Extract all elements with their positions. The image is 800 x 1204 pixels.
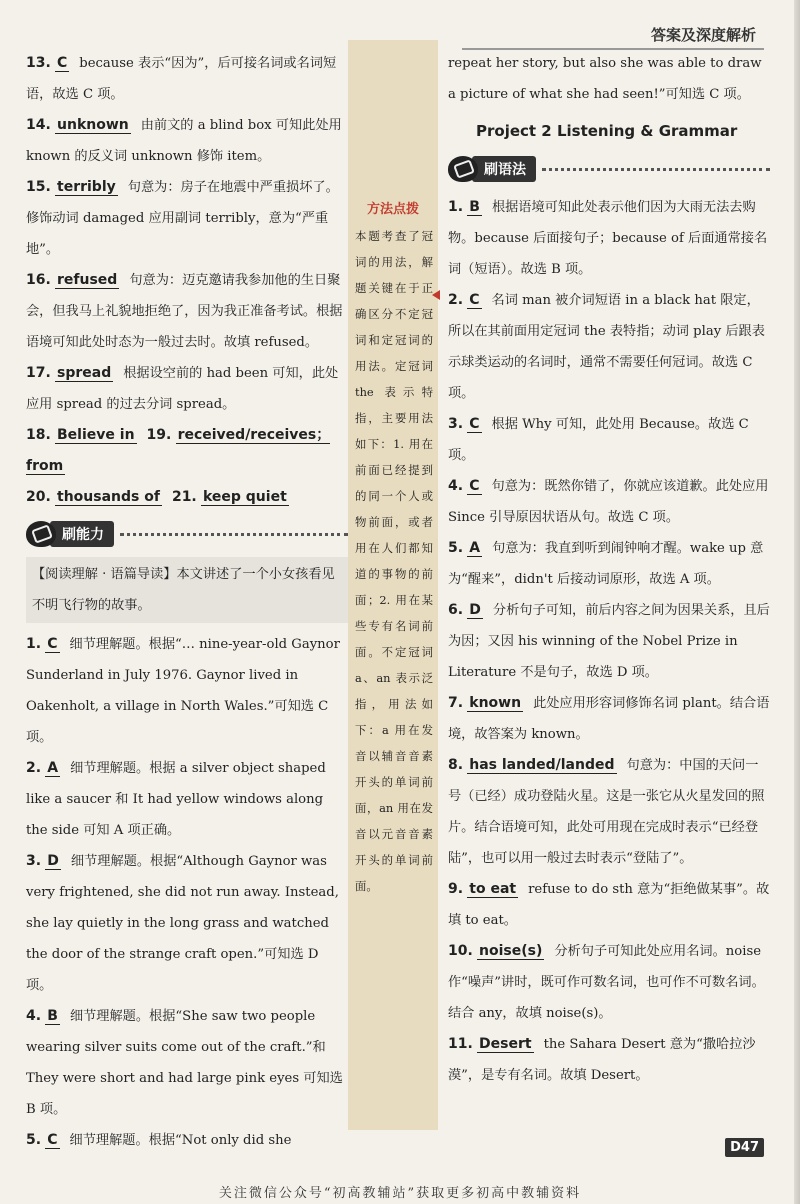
answer-item — [448, 285, 770, 409]
reading-intro — [26, 557, 348, 623]
answer-explanation: 细节理解题。根据“She saw two people wearing silver suits come out of the craft.”和 They were short and had large pink eyes 可知选 B 项。 — [26, 1009, 343, 1117]
page-header: 答案及深度解析 — [650, 26, 756, 44]
answer-key: refused — [57, 272, 118, 288]
answer-explanation: 句意为：中国的天问一号（已经）成功登陆火星。这是一张它从火星发回的照片。结合语境可知，此处可用现在完成时表示“已经登陆”，也可以用一般过去时表示“登陆了”。 — [448, 758, 765, 866]
answer-key: C — [47, 1132, 58, 1148]
brush-icon — [448, 156, 478, 182]
page-edge — [794, 0, 800, 1204]
tip-title: 方法点拨 — [366, 202, 419, 217]
answer-number: 18. — [26, 427, 51, 443]
answer-explanation: 句意为：房子在地震中严重损坏了。修饰动词 damaged 应用副词 terribly，意为“严重地”。 — [26, 180, 339, 257]
answer-number: 15. — [26, 179, 51, 195]
answer-explanation: refuse to do sth 意为“拒绝做某事”。故填 to eat。 — [448, 882, 770, 928]
answer-number: 4. — [448, 478, 464, 494]
tip-pointer-icon — [432, 290, 440, 300]
answer-key: B — [469, 199, 480, 215]
answer-key: thousands of — [57, 489, 160, 505]
answer-key: spread — [57, 365, 112, 381]
answer-number: 5. — [26, 1132, 42, 1148]
answer-explanation: 由前文的 a blind box 可知此处用 known 的反义词 unknown 修饰 item。 — [26, 118, 342, 164]
answer-number: 19. — [146, 427, 172, 443]
grammar-answers — [448, 192, 770, 1091]
answer-item — [448, 688, 770, 750]
answer-number: 6. — [448, 602, 464, 618]
answer-number: 14. — [26, 117, 51, 133]
answer-number: 1. — [26, 636, 42, 652]
answer-key: D — [47, 853, 59, 869]
ability-section-banner — [26, 517, 348, 551]
reading-answers — [26, 629, 348, 1156]
right-column — [448, 48, 770, 1091]
answer-explanation: 根据语境可知此处表示他们因为大雨无法去购物。because 后面接句子；because of 后面通常接名词（短语）。故选 B 项。 — [448, 200, 768, 277]
phrase-answers — [26, 420, 348, 513]
answer-explanation: 句意为：既然你错了，你就应该道歉。此处应用 Since 引导原因状语从句。故选 C 项。 — [448, 479, 769, 525]
answer-number: 21. — [171, 489, 197, 505]
answer-number: 2. — [448, 292, 464, 308]
answer-number: 3. — [26, 853, 42, 869]
answer-key: keep quiet — [202, 489, 287, 505]
answer-explanation: 细节理解题。根据“Not only did she — [69, 1133, 292, 1148]
answer-item — [448, 533, 770, 595]
answer-item — [448, 750, 770, 874]
answer-key: A — [469, 540, 481, 556]
answer-pair-row — [26, 482, 348, 513]
tip-body: 本题考查了冠词的用法，解题关键在于正确区分不定冠词和定冠词的用法。定冠词 the 表示特指，主要用法如下：1. 用在前面已经提到的同一个人或物前面，或者用在人们都知道的事物的前面；2. 用在某些专有名词前面。不定冠词 a、an 表示泛指，用法如下：a 用在发音以辅音音素开头的单词前面，an 用在发音以元音音素开头的单词前面。 — [355, 229, 433, 893]
answer-number: 4. — [26, 1008, 42, 1024]
answer-number: 1. — [448, 199, 464, 215]
answer-item — [26, 1001, 348, 1125]
left-column — [26, 48, 348, 1156]
reading-answer-continuation: repeat her story, but also she was able to draw a picture of what she had seen!”可知选 C 项。 — [448, 56, 762, 102]
answer-explanation: 细节理解题。根据“Although Gaynor was very frightened, she did not run away. Instead, she lay quietly in the long grass and watched the door of the strange craft open.”可知选 D 项。 — [26, 854, 339, 993]
answer-key: Desert — [479, 1036, 532, 1052]
answer-key: Believe in — [57, 427, 135, 443]
answer-item — [26, 753, 348, 846]
answer-number: 3. — [448, 416, 464, 432]
answer-explanation: 根据设空前的 had been 可知，此处应用 spread 的过去分词 spread。 — [26, 366, 339, 412]
answer-key: known — [469, 695, 522, 711]
answer-key: to eat — [469, 881, 517, 897]
answer-explanation: 细节理解题。根据 a silver object shaped like a saucer 和 It had yellow windows along the side 可知 A 项正确。 — [26, 761, 326, 838]
answer-explanation: 名词 man 被介词短语 in a black hat 限定，所以在其前面用定冠词 the 表特指；动词 play 后跟表示球类运动的名词时，通常不需要任何冠词。故选 C 项。 — [448, 293, 765, 401]
answer-key: unknown — [57, 117, 129, 133]
answer-explanation: 句意为：我直到听到闹钟响才醒。wake up 意为“醒来”，didn't 后接动词原形，故选 A 项。 — [448, 541, 764, 587]
project-title: Project 2 Listening & Grammar — [476, 122, 738, 140]
answer-item — [448, 874, 770, 936]
answer-item — [448, 471, 770, 533]
answer-key: received/receives；from — [26, 427, 331, 474]
answer-key: C — [469, 478, 480, 494]
answer-item — [26, 110, 348, 172]
answer-item — [448, 409, 770, 471]
answer-number: 8. — [448, 757, 464, 773]
answer-key: A — [47, 760, 59, 776]
answer-item — [448, 192, 770, 285]
banner-dotted-line — [120, 533, 348, 536]
answer-explanation: because 表示“因为”，后可接名词或名词短语，故选 C 项。 — [26, 56, 337, 102]
answer-number: 2. — [26, 760, 42, 776]
answer-item — [26, 172, 348, 265]
answer-number: 10. — [448, 943, 473, 959]
answer-key: noise(s) — [479, 943, 543, 959]
page-number: D47 — [725, 1138, 764, 1157]
answer-number: 7. — [448, 695, 464, 711]
answer-number: 17. — [26, 365, 51, 381]
answer-key: C — [47, 636, 58, 652]
vocab-answers — [26, 48, 348, 420]
footer-note: 关注微信公众号“初高教辅站”获取更多初高中教辅资料 — [218, 1186, 582, 1201]
answer-number: 5. — [448, 540, 464, 556]
answer-pair-row — [26, 420, 348, 482]
answer-explanation: 句意为：迈克邀请我参加他的生日聚会，但我马上礼貌地拒绝了，因为我正准备考试。根据语境可知此处时态为一般过去时。故填 refused。 — [26, 273, 343, 350]
answer-key: B — [47, 1008, 58, 1024]
answer-key: C — [57, 55, 68, 71]
answer-key: has landed/landed — [469, 757, 615, 773]
answer-number: 9. — [448, 881, 464, 897]
answer-item — [26, 265, 348, 358]
reading-intro-text: 本文讲述了一个小女孩看见不明飞行物的故事。 — [32, 567, 335, 613]
grammar-section-label: 刷语法 — [472, 156, 536, 182]
answer-key: C — [469, 292, 480, 308]
answer-item — [26, 846, 348, 1001]
answer-item — [448, 936, 770, 1029]
answer-explanation: 此处应用形容词修饰名词 plant。结合语境，故答案为 known。 — [448, 696, 770, 742]
brush-icon — [26, 521, 56, 547]
answer-item — [26, 48, 348, 110]
reading-intro-tag: 【阅读理解 · 语篇导读】 — [32, 567, 177, 582]
answer-number: 11. — [448, 1036, 473, 1052]
answer-key: D — [469, 602, 481, 618]
answer-explanation: the Sahara Desert 意为“撒哈拉沙漠”，是专有名词。故填 Desert。 — [448, 1037, 756, 1083]
answer-number: 13. — [26, 55, 51, 71]
answer-item — [448, 595, 770, 688]
answer-number: 20. — [26, 489, 51, 505]
answer-key: terribly — [57, 179, 116, 195]
answer-item — [26, 358, 348, 420]
banner-dotted-line — [542, 168, 770, 171]
ability-section-label: 刷能力 — [50, 521, 114, 547]
answer-number: 16. — [26, 272, 51, 288]
answer-item — [448, 1029, 770, 1091]
answer-explanation: 分析句子可知，前后内容之间为因果关系，且后为因；又因 his winning of the Nobel Prize in Literature 不是句子，故选 D 项。 — [448, 603, 770, 680]
answer-key: C — [469, 416, 480, 432]
grammar-section-banner — [448, 152, 770, 186]
answer-explanation: 根据 Why 可知，此处用 Because。故选 C 项。 — [448, 417, 749, 463]
answer-explanation: 细节理解题。根据“… nine-year-old Gaynor Sunderland in July 1976. Gaynor lived in Oakenholt, a village in North Wales.”可知选 C 项。 — [26, 637, 340, 745]
answer-explanation: 分析句子可知此处应用名词。noise 作“噪声”讲时，既可作可数名词，也可作不可数名词。结合 any，故填 noise(s)。 — [448, 944, 765, 1021]
tip-sidebar — [348, 40, 438, 1130]
answer-item — [26, 1125, 348, 1156]
answer-item — [26, 629, 348, 753]
